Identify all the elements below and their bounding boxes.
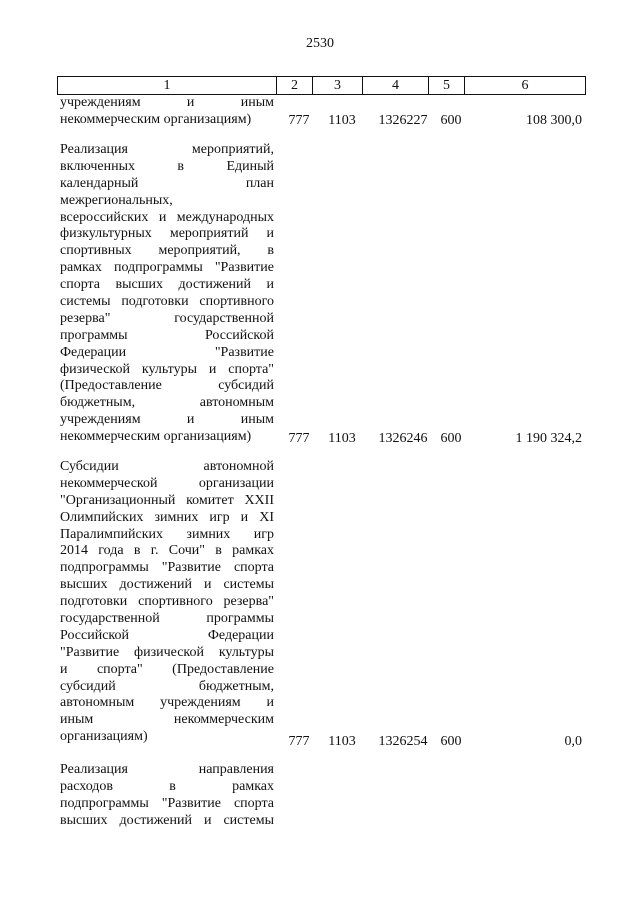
table-cell-col3: 1103 (328, 113, 356, 128)
description-line: всероссийских и международных (60, 209, 274, 225)
table-cell-col2: 777 (288, 734, 310, 749)
table-row-description (60, 762, 274, 830)
description-line: высших достижений и системы (60, 812, 274, 828)
description-line: субсидий бюджетным, (60, 678, 274, 694)
description-line: подпрограммы "Развитие спорта (60, 560, 274, 576)
description-line: бюджетным, автономным (60, 395, 274, 411)
description-line: межрегиональных, (60, 192, 173, 208)
description-line: (Предоставление субсидий (60, 378, 274, 394)
table-cell-col6: 0,0 (564, 734, 582, 749)
table-cell-col2: 777 (288, 431, 310, 446)
description-line: спортивных мероприятий, в (60, 243, 274, 259)
description-line: Российской Федерации (60, 627, 274, 643)
column-header-1: 1 (58, 77, 277, 94)
description-line: некоммерческой организации (60, 475, 274, 491)
description-line: "Развитие физической культуры (60, 644, 274, 660)
description-line: системы подготовки спортивного (60, 294, 274, 310)
description-line: спорта высших достижений и (60, 277, 274, 293)
page-number: 2530 (306, 36, 334, 51)
description-line: Федерации "Развитие (60, 344, 274, 360)
table-row-description (60, 459, 274, 746)
description-line: иным некоммерческим (60, 712, 274, 728)
description-line: подготовки спортивного резерва" (60, 594, 274, 610)
description-line: "Организационный комитет XXII (60, 492, 274, 508)
table-cell-col6: 1 190 324,2 (515, 431, 582, 446)
column-header-3: 3 (313, 77, 363, 94)
table-header (57, 76, 586, 95)
description-line: физической культуры и спорта" (60, 361, 274, 377)
table-cell-col2: 777 (288, 113, 310, 128)
table-cell-col4: 1326227 (378, 113, 428, 128)
description-line: рамках подпрограммы "Развитие (60, 260, 274, 276)
table-cell-col6: 108 300,0 (526, 113, 582, 128)
description-line: учреждениям и иным (60, 95, 274, 110)
table-row-description (60, 142, 274, 446)
column-header-2: 2 (277, 77, 313, 94)
table-cell-col4: 1326246 (378, 431, 428, 446)
description-line: включенных в Единый (60, 158, 274, 174)
table-cell-col5: 600 (440, 734, 462, 749)
description-line: подпрограммы "Развитие спорта (60, 795, 274, 811)
column-header-5: 5 (429, 77, 465, 94)
description-line: 2014 года в г. Сочи" в рамках (60, 543, 274, 559)
description-line: государственной программы (60, 611, 274, 627)
table-cell-col3: 1103 (328, 431, 356, 446)
description-line: организациям) (60, 729, 148, 745)
table-cell-col4: 1326254 (378, 734, 428, 749)
description-line: физкультурных мероприятий и (60, 226, 274, 242)
description-line: автономным учреждениям и (60, 695, 274, 711)
description-line: Реализация направления (60, 762, 274, 777)
table-cell-col5: 600 (440, 113, 462, 128)
table-cell-col5: 600 (440, 431, 462, 446)
column-header-4: 4 (363, 77, 429, 94)
column-header-6: 6 (521, 78, 529, 93)
description-line: программы Российской (60, 327, 274, 343)
description-line: учреждениям и иным (60, 412, 274, 428)
table-row-description (60, 95, 274, 129)
description-line: Олимпийских зимних игр и XI (60, 509, 274, 525)
description-line: некоммерческим организациям) (60, 111, 252, 127)
description-line: резерва" государственной (60, 310, 274, 326)
description-line: расходов в рамках (60, 778, 274, 794)
description-line: некоммерческим организациям) (60, 429, 252, 445)
description-line: и спорта" (Предоставление (60, 661, 274, 677)
description-line: Субсидии автономной (60, 459, 274, 474)
description-line: высших достижений и системы (60, 577, 274, 593)
table-cell-col3: 1103 (328, 734, 356, 749)
description-line: Реализация мероприятий, (60, 142, 274, 157)
description-line: Паралимпийских зимних игр (60, 526, 274, 542)
description-line: календарный план (60, 175, 274, 191)
